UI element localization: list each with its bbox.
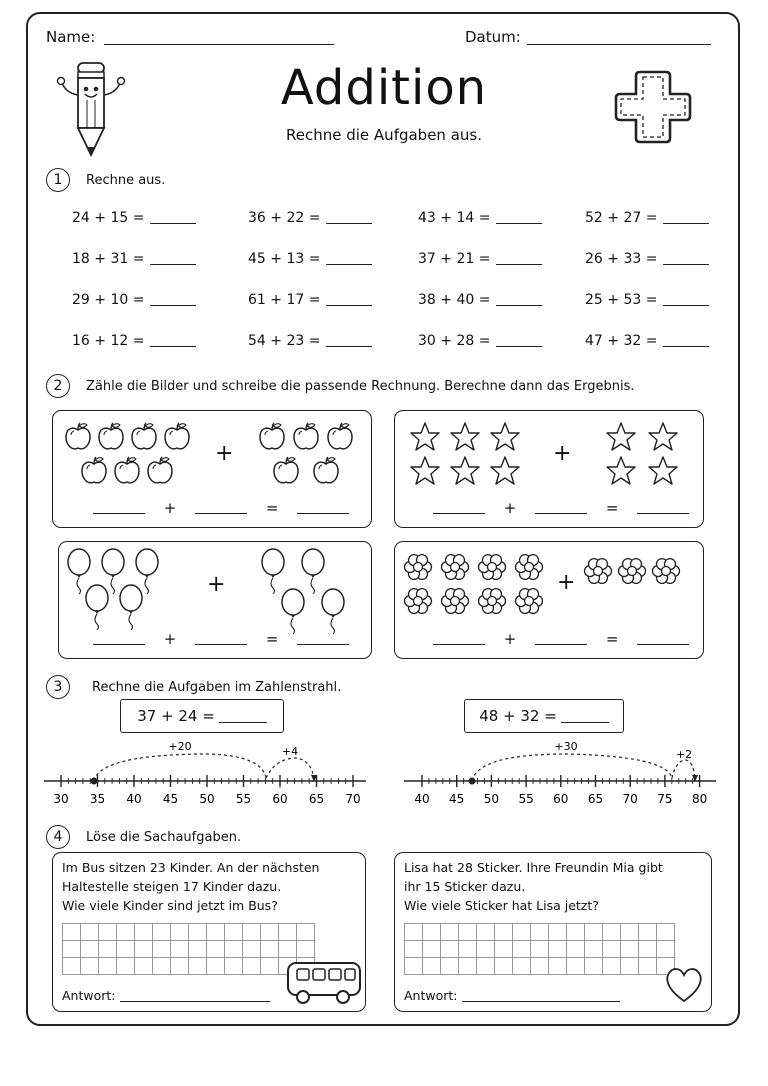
name-label: Name: (46, 28, 96, 46)
plus-sign: + (215, 441, 234, 466)
answer-blank[interactable] (496, 334, 542, 347)
addition-problem (72, 210, 196, 226)
tick-label: 55 (235, 792, 252, 806)
section-2-instruction: Zähle die Bilder und schreibe die passende Rechnung. Berechne dann das Ergebnis. (86, 379, 635, 394)
flower-pictures (395, 542, 705, 622)
balloon-icon (117, 584, 145, 630)
number-line-2 (404, 738, 724, 810)
equals-label: = (605, 499, 619, 517)
picture-box-stars (394, 410, 704, 528)
plus-sign: + (553, 441, 572, 466)
addition-problem (72, 251, 196, 267)
answer-label: Antwort: (404, 988, 458, 1003)
balloon-icon (319, 588, 347, 634)
plus-label: + (503, 630, 517, 648)
section-1-number: 1 (46, 168, 70, 192)
tick-label: 45 (162, 792, 179, 806)
tick-label: 40 (126, 792, 142, 806)
task-expression: 48 + 32 = (479, 707, 557, 725)
addition-problem (248, 251, 372, 267)
addition-formula (93, 630, 349, 648)
addend-1-blank[interactable] (433, 632, 485, 645)
addition-formula (93, 499, 349, 517)
flower-icon (514, 552, 544, 582)
apple-icon (325, 421, 355, 453)
flower-icon (403, 586, 433, 616)
plus-sign: + (207, 572, 226, 597)
story-line: Wie viele Kinder sind jetzt im Bus? (62, 898, 278, 913)
tick-label: 50 (199, 792, 215, 806)
addition-problem (248, 210, 372, 226)
star-pictures (395, 411, 705, 491)
number-line-1 (40, 738, 370, 810)
star-icon (489, 455, 521, 487)
number-line-2-ticks (414, 775, 707, 806)
addend-1-blank[interactable] (433, 501, 485, 514)
addend-2-blank[interactable] (195, 632, 247, 645)
apple-icon (271, 455, 301, 487)
flower-icon (403, 552, 433, 582)
answer-row (404, 988, 620, 1003)
sum-blank[interactable] (297, 501, 349, 514)
section-4-instruction: Löse die Sachaufgaben. (86, 830, 242, 845)
tick-label: 70 (622, 792, 638, 806)
addition-problem (248, 333, 372, 349)
problem-text: 43 + 14 = (418, 210, 491, 226)
equals-label: = (265, 630, 279, 648)
problem-text: 36 + 22 = (248, 210, 321, 226)
story-text (404, 858, 663, 915)
flower-icon (477, 552, 507, 582)
apple-icon (311, 455, 341, 487)
sum-blank[interactable] (637, 632, 689, 645)
answer-blank[interactable] (326, 252, 372, 265)
answer-blank[interactable] (496, 293, 542, 306)
page-title: Addition (280, 60, 488, 116)
answer-field[interactable] (462, 989, 620, 1002)
flower-icon (514, 586, 544, 616)
problem-text: 25 + 53 = (585, 292, 658, 308)
flower-icon (617, 556, 647, 586)
answer-blank[interactable] (496, 252, 542, 265)
problem-text: 37 + 21 = (418, 251, 491, 267)
jump-label: +30 (554, 740, 578, 753)
tick-label: 60 (553, 792, 569, 806)
problem-text: 26 + 33 = (585, 251, 658, 267)
answer-blank[interactable] (150, 334, 196, 347)
jump-label: +4 (281, 745, 299, 758)
flower-icon (477, 586, 507, 616)
tick-label: 30 (53, 792, 69, 806)
addend-2-blank[interactable] (535, 501, 587, 514)
problem-text: 52 + 27 = (585, 210, 658, 226)
task-answer-blank[interactable] (219, 710, 267, 723)
problem-text: 18 + 31 = (72, 251, 145, 267)
problem-text: 16 + 12 = (72, 333, 145, 349)
answer-blank[interactable] (326, 211, 372, 224)
story-line: Wie viele Sticker hat Lisa jetzt? (404, 898, 599, 913)
addition-formula (433, 630, 689, 648)
jump-label: +20 (168, 740, 192, 753)
answer-blank[interactable] (150, 252, 196, 265)
addend-2-blank[interactable] (195, 501, 247, 514)
addition-problem (585, 210, 709, 226)
addend-2-blank[interactable] (535, 632, 587, 645)
problem-text: 38 + 40 = (418, 292, 491, 308)
apple-icon (63, 421, 93, 453)
word-problem-sticker (394, 852, 712, 1012)
apple-icon (291, 421, 321, 453)
tick-label: 80 (691, 792, 708, 806)
tick-label: 65 (308, 792, 325, 806)
answer-blank[interactable] (150, 211, 196, 224)
number-line-task-1 (120, 699, 284, 733)
name-field[interactable] (104, 44, 334, 45)
answer-blank[interactable] (663, 293, 709, 306)
balloon-icon (279, 588, 307, 634)
picture-box-balloons (58, 541, 372, 659)
answer-blank[interactable] (663, 252, 709, 265)
apple-pictures (53, 411, 373, 491)
apple-icon (129, 421, 159, 453)
tick-label: 75 (657, 792, 673, 806)
story-line: Haltestelle steigen 17 Kinder dazu. (62, 879, 282, 894)
star-icon (449, 421, 481, 453)
star-icon (449, 455, 481, 487)
addition-problem (585, 292, 709, 308)
start-point (91, 778, 98, 785)
problem-text: 45 + 13 = (248, 251, 321, 267)
section-4-number: 4 (46, 825, 70, 849)
addition-formula (433, 499, 689, 517)
plus-label: + (163, 630, 177, 648)
story-text (62, 858, 319, 915)
sum-blank[interactable] (637, 501, 689, 514)
section-3-number: 3 (46, 675, 70, 699)
section-1-instruction: Rechne aus. (86, 173, 166, 188)
star-icon (409, 455, 441, 487)
picture-box-flowers (394, 541, 704, 659)
answer-blank[interactable] (663, 334, 709, 347)
flower-icon (440, 552, 470, 582)
task-answer-blank[interactable] (561, 710, 609, 723)
answer-blank[interactable] (326, 334, 372, 347)
plus-sign-icon (612, 66, 694, 148)
star-icon (647, 455, 679, 487)
addition-problem (248, 292, 372, 308)
addition-problem (418, 210, 542, 226)
number-line-task-2 (464, 699, 624, 733)
flower-icon (440, 586, 470, 616)
apple-icon (257, 421, 287, 453)
star-icon (409, 421, 441, 453)
tick-label: 55 (518, 792, 534, 806)
flower-icon (651, 556, 681, 586)
sum-blank[interactable] (297, 632, 349, 645)
apple-icon (112, 455, 142, 487)
heart-icon (663, 965, 705, 1005)
start-point (469, 778, 476, 785)
picture-box-apples (52, 410, 372, 528)
plus-sign: + (557, 570, 576, 595)
section-2-number: 2 (46, 374, 70, 398)
equals-label: = (265, 499, 279, 517)
apple-icon (79, 455, 109, 487)
addition-problem (418, 251, 542, 267)
problem-text: 54 + 23 = (248, 333, 321, 349)
addition-problem (418, 292, 542, 308)
page-subtitle: Rechne die Aufgaben aus. (286, 126, 482, 144)
apple-icon (162, 421, 192, 453)
star-icon (605, 421, 637, 453)
tick-label: 65 (587, 792, 604, 806)
addition-problem (72, 333, 196, 349)
answer-label: Antwort: (62, 988, 116, 1003)
answer-field[interactable] (120, 989, 270, 1002)
apple-icon (96, 421, 126, 453)
addend-1-blank[interactable] (93, 501, 145, 514)
word-problem-bus (52, 852, 366, 1012)
answer-blank[interactable] (496, 211, 542, 224)
bus-icon (285, 957, 365, 1009)
problem-text: 30 + 28 = (418, 333, 491, 349)
tick-label: 35 (89, 792, 106, 806)
problem-text: 29 + 10 = (72, 292, 145, 308)
jump-label: +2 (675, 748, 693, 761)
calculation-grid[interactable] (404, 923, 675, 975)
apple-icon (145, 455, 175, 487)
addition-problem (418, 333, 542, 349)
addition-problem (585, 333, 709, 349)
addend-1-blank[interactable] (93, 632, 145, 645)
tick-label: 70 (345, 792, 361, 806)
date-label: Datum: (465, 28, 521, 46)
task-expression: 37 + 24 = (137, 707, 215, 725)
problem-text: 61 + 17 = (248, 292, 321, 308)
story-line: Lisa hat 28 Sticker. Ihre Freundin Mia gibt (404, 860, 663, 875)
plus-label: + (503, 499, 517, 517)
answer-blank[interactable] (150, 293, 196, 306)
calculation-grid[interactable] (62, 923, 315, 975)
section-3-instruction: Rechne die Aufgaben im Zahlenstrahl. (92, 680, 342, 695)
balloon-icon (83, 584, 111, 630)
problem-text: 47 + 32 = (585, 333, 658, 349)
star-icon (605, 455, 637, 487)
flower-icon (583, 556, 613, 586)
star-icon (489, 421, 521, 453)
tick-label: 50 (483, 792, 500, 806)
addition-problem (72, 292, 196, 308)
equals-label: = (605, 630, 619, 648)
star-icon (647, 421, 679, 453)
answer-blank[interactable] (663, 211, 709, 224)
plus-label: + (163, 499, 177, 517)
tick-label: 60 (272, 792, 288, 806)
tick-label: 45 (449, 792, 465, 806)
tick-label: 40 (414, 792, 430, 806)
answer-blank[interactable] (326, 293, 372, 306)
story-line: Im Bus sitzen 23 Kinder. An der nächsten (62, 860, 320, 875)
answer-row (62, 988, 270, 1003)
story-line: ihr 15 Sticker dazu. (404, 879, 526, 894)
addition-problem (585, 251, 709, 267)
date-field[interactable] (527, 44, 711, 45)
problem-text: 24 + 15 = (72, 210, 145, 226)
